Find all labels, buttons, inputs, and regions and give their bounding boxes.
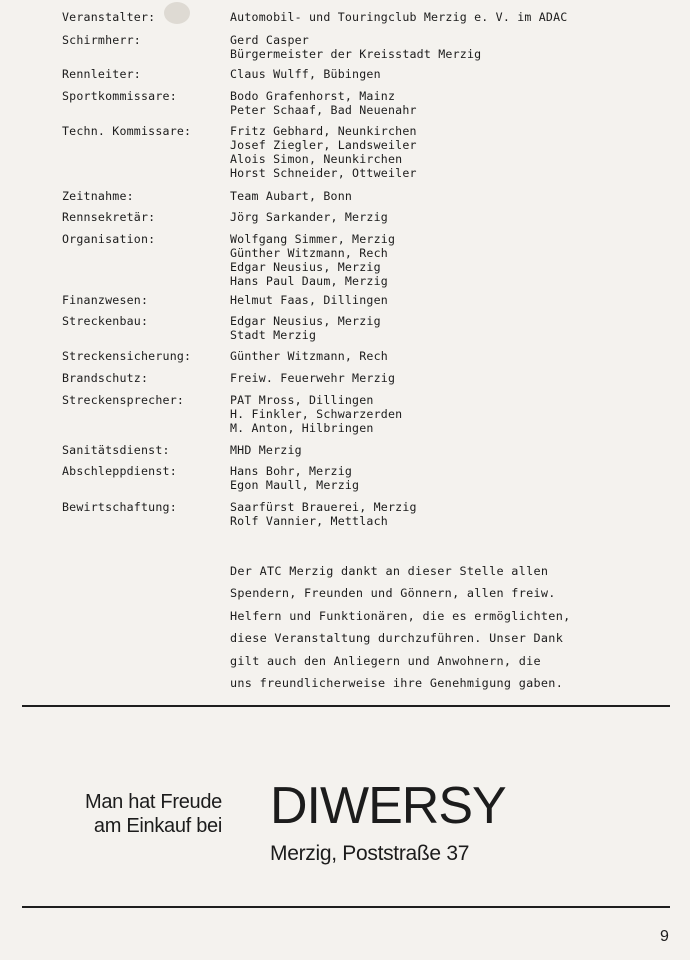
credit-role: Streckenbau: xyxy=(62,314,149,328)
credit-names xyxy=(230,189,352,203)
credit-name: Automobil- und Touringclub Merzig e. V. im ADAC xyxy=(230,10,568,24)
credit-names xyxy=(230,371,395,385)
thanks-line: uns freundlicherweise ihre Genehmigung gaben. xyxy=(230,676,564,691)
credit-name: Rolf Vannier, Mettlach xyxy=(230,514,388,528)
credit-name: Alois Simon, Neunkirchen xyxy=(230,152,403,166)
credit-name: Helmut Faas, Dillingen xyxy=(230,293,388,307)
credit-names xyxy=(230,67,381,81)
credit-name: Jörg Sarkander, Merzig xyxy=(230,210,388,224)
credit-name: Bürgermeister der Kreisstadt Merzig xyxy=(230,47,482,61)
ad-slogan xyxy=(40,790,222,838)
credit-names xyxy=(230,89,417,117)
credit-role: Streckensprecher: xyxy=(62,393,185,407)
credit-name: Claus Wulff, Bübingen xyxy=(230,67,381,81)
credit-name: Günther Witzmann, Rech xyxy=(230,349,388,363)
credit-name: Freiw. Feuerwehr Merzig xyxy=(230,371,396,385)
binder-hole xyxy=(164,2,190,24)
credit-name: H. Finkler, Schwarzerden xyxy=(230,407,403,421)
credit-name: Günther Witzmann, Rech xyxy=(230,246,388,260)
credit-names xyxy=(230,314,381,342)
credit-name: Wolfgang Simmer, Merzig xyxy=(230,232,396,246)
credit-names xyxy=(230,500,417,528)
thanks-line: gilt auch den Anliegern und Anwohnern, die xyxy=(230,653,541,668)
credit-name: Team Aubart, Bonn xyxy=(230,189,353,203)
credit-name: Edgar Neusius, Merzig xyxy=(230,260,381,274)
divider-bottom xyxy=(22,906,670,908)
credit-name: Peter Schaaf, Bad Neuenahr xyxy=(230,103,417,117)
credit-role: Abschleppdienst: xyxy=(62,464,177,478)
credit-role: Finanzwesen: xyxy=(62,293,149,307)
thanks-line: Helfern und Funktionären, die es ermöglichten, xyxy=(230,608,571,623)
credit-role: Brandschutz: xyxy=(62,371,149,385)
credit-names xyxy=(230,443,302,457)
credit-role: Zeitnahme: xyxy=(62,189,134,203)
credit-name: Edgar Neusius, Merzig xyxy=(230,314,381,328)
credit-role: Streckensicherung: xyxy=(62,349,192,363)
ad-slogan-line: am Einkauf bei xyxy=(93,815,222,837)
ad-address: Merzig, Poststraße 37 xyxy=(270,842,470,865)
thanks-line: Spendern, Freunden und Gönnern, allen freiw. xyxy=(230,586,556,601)
thanks-line: diese Veranstaltung durchzuführen. Unser Dank xyxy=(230,631,564,646)
credit-role: Sanitätsdienst: xyxy=(62,443,170,457)
credit-name: Bodo Grafenhorst, Mainz xyxy=(230,89,396,103)
credit-name: Egon Maull, Merzig xyxy=(230,478,360,492)
credit-name: Hans Bohr, Merzig xyxy=(230,464,353,478)
credit-name: Josef Ziegler, Landsweiler xyxy=(230,138,417,152)
credit-names xyxy=(230,10,567,24)
ad-slogan-line: Man hat Freude xyxy=(85,791,222,813)
credit-role: Organisation: xyxy=(62,232,156,246)
thanks-line: Der ATC Merzig dankt an dieser Stelle allen xyxy=(230,564,549,578)
credit-role: Veranstalter: xyxy=(62,10,156,24)
credit-name: Fritz Gebhard, Neunkirchen xyxy=(230,124,417,138)
credit-names xyxy=(230,464,359,492)
divider-top xyxy=(22,705,670,707)
page-number: 9 xyxy=(660,928,669,945)
credit-name: PAT Mross, Dillingen xyxy=(230,393,374,407)
credit-names xyxy=(230,293,388,307)
credit-role: Sportkommissare: xyxy=(62,89,177,103)
credit-name: Hans Paul Daum, Merzig xyxy=(230,274,388,288)
credit-names xyxy=(230,349,388,363)
credit-names xyxy=(230,210,388,224)
credit-role: Bewirtschaftung: xyxy=(62,500,177,514)
credit-role: Rennsekretär: xyxy=(62,210,156,224)
credit-name: M. Anton, Hilbringen xyxy=(230,421,374,435)
credit-names xyxy=(230,232,395,288)
credit-name: MHD Merzig xyxy=(230,443,302,457)
credit-name: Horst Schneider, Ottweiler xyxy=(230,166,417,180)
thanks-paragraph xyxy=(230,560,630,694)
ad-brand: DIWERSY xyxy=(270,777,506,835)
credit-role: Rennleiter: xyxy=(62,67,141,81)
credit-names xyxy=(230,393,402,435)
credit-name: Saarfürst Brauerei, Merzig xyxy=(230,500,417,514)
credit-role: Schirmherr: xyxy=(62,33,141,47)
credit-names xyxy=(230,33,481,61)
credit-name: Gerd Casper xyxy=(230,33,309,47)
credit-names xyxy=(230,124,417,180)
credit-name: Stadt Merzig xyxy=(230,328,317,342)
credit-role: Techn. Kommissare: xyxy=(62,124,192,138)
